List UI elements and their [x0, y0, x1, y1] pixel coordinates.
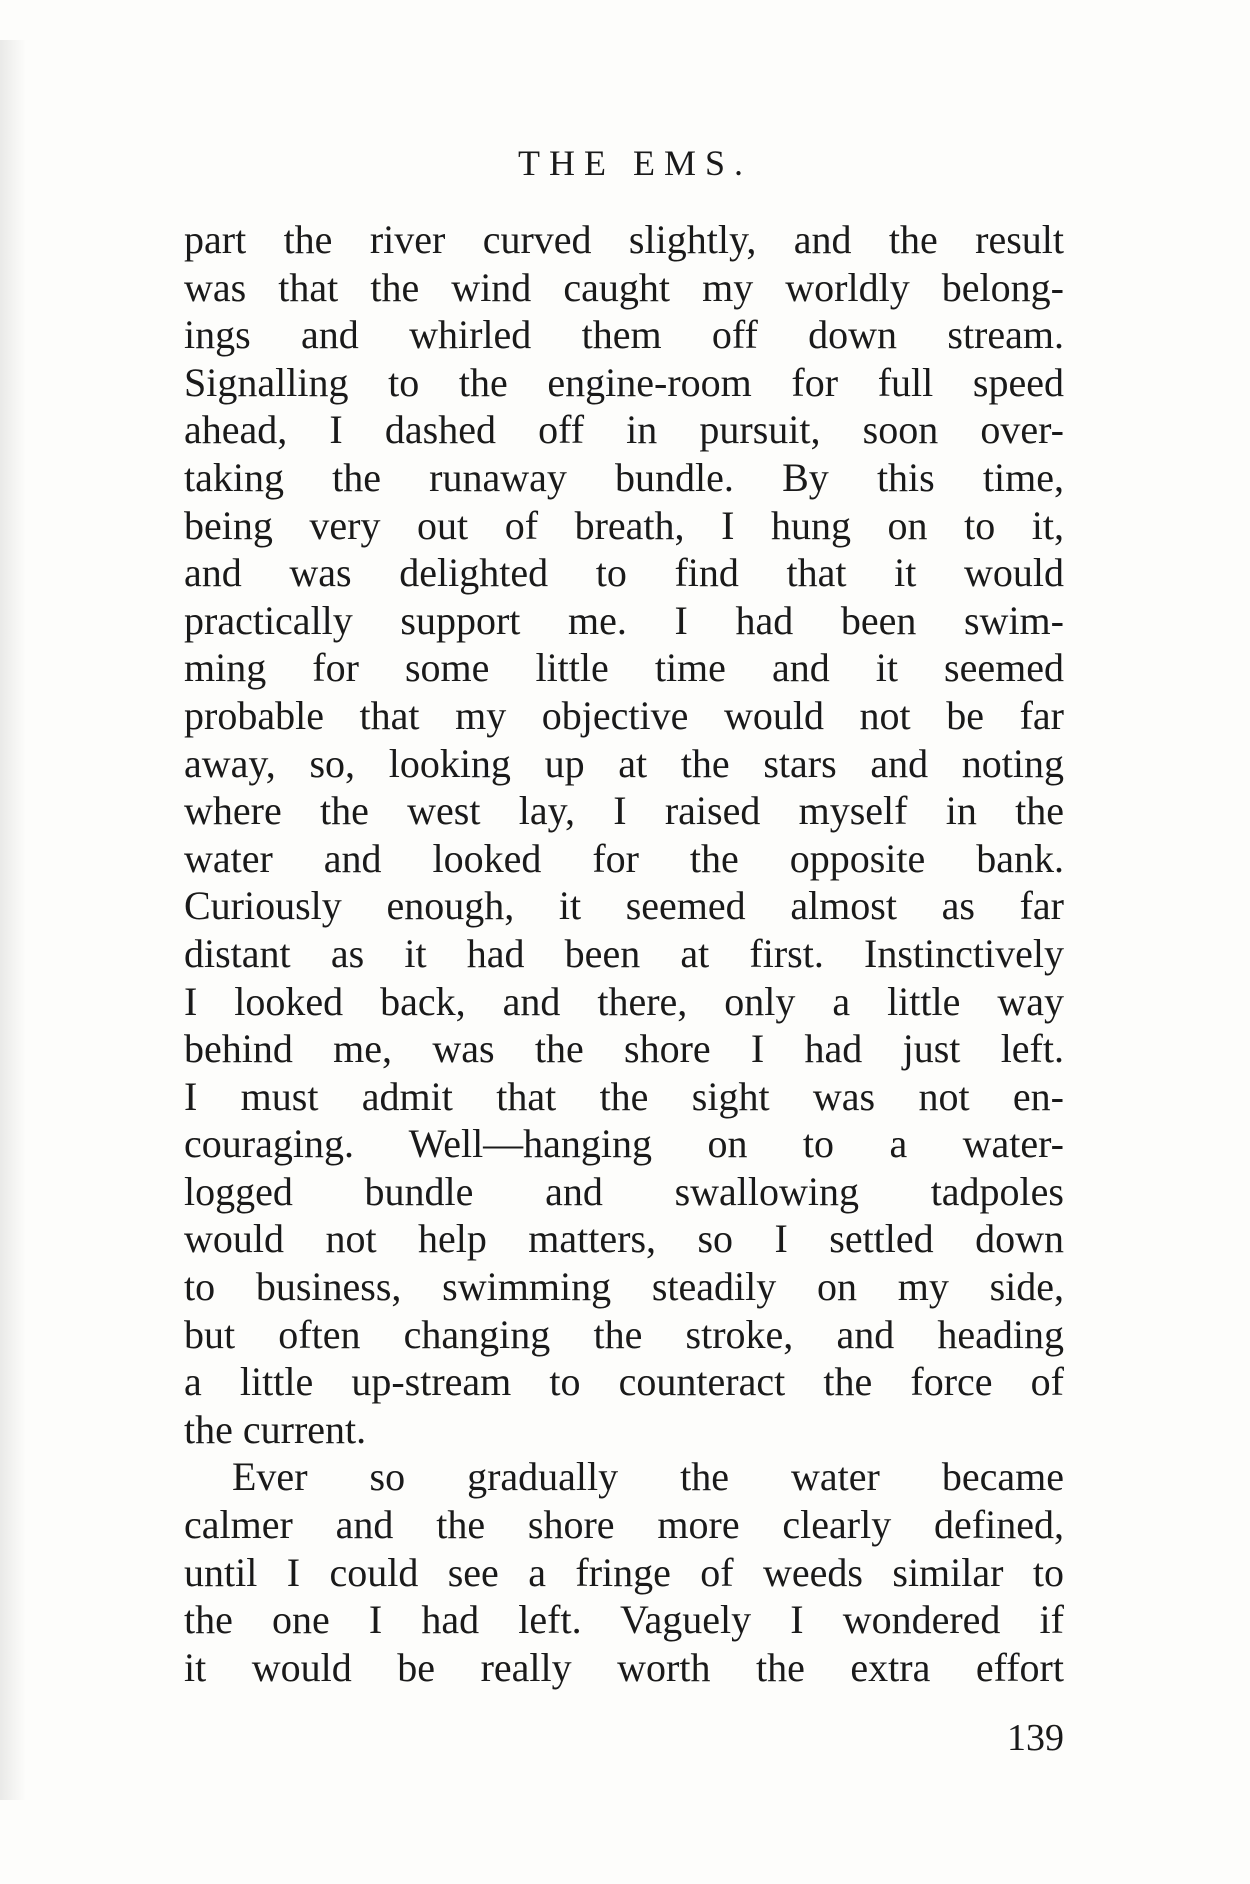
text-line: where the west lay, I raised myself in the — [184, 788, 1064, 834]
text-line: practically support me. I had been swim- — [184, 597, 1064, 643]
text-line: ings and whirled them off down stream. — [184, 312, 1064, 358]
text-line: couraging. Well—hanging on to a water- — [184, 1121, 1064, 1167]
text-line: distant as it had been at first. Instinctively — [184, 930, 1064, 976]
text-line: ahead, I dashed off in pursuit, soon over- — [184, 407, 1064, 453]
text-line: away, so, looking up at the stars and noting — [184, 740, 1064, 786]
text-line: I must admit that the sight was not en- — [184, 1073, 1064, 1119]
text-line: a little up-stream to counteract the force of — [184, 1359, 1064, 1405]
text-line: behind me, was the shore I had just left. — [184, 1026, 1064, 1072]
text-line: I looked back, and there, only a little way — [184, 978, 1064, 1024]
text-line: Signalling to the engine-room for full speed — [184, 359, 1064, 405]
text-line: but often changing the stroke, and heading — [184, 1311, 1064, 1357]
text-line: logged bundle and swallowing tadpoles — [184, 1168, 1064, 1214]
text-line: until I could see a fringe of weeds similar to — [184, 1549, 1064, 1595]
text-line: ming for some little time and it seemed — [184, 645, 1064, 691]
text-line: part the river curved slightly, and the result — [184, 217, 1064, 262]
text-line: would not help matters, so I settled down — [184, 1216, 1064, 1262]
text-line: water and looked for the opposite bank. — [184, 835, 1064, 881]
text-line: calmer and the shore more clearly defined, — [184, 1502, 1064, 1548]
page-number: 139 — [1007, 1717, 1064, 1759]
body-text — [184, 216, 1064, 1691]
text-line: Ever so gradually the water became — [232, 1454, 1064, 1500]
running-head: THE EMS. — [518, 143, 752, 183]
text-line: was that the wind caught my worldly belong- — [184, 264, 1064, 310]
text-line: it would be really worth the extra effort — [184, 1644, 1064, 1690]
text-line: and was delighted to find that it would — [184, 550, 1064, 596]
text-line: probable that my objective would not be far — [184, 692, 1064, 738]
text-line: the current. — [184, 1406, 367, 1452]
text-line: Curiously enough, it seemed almost as far — [184, 883, 1064, 929]
text-line: taking the runaway bundle. By this time, — [184, 454, 1064, 500]
text-line: to business, swimming steadily on my side, — [184, 1264, 1064, 1310]
text-line: being very out of breath, I hung on to it, — [184, 502, 1064, 548]
text-line: the one I had left. Vaguely I wondered if — [184, 1597, 1064, 1643]
binding-edge — [0, 40, 26, 1800]
